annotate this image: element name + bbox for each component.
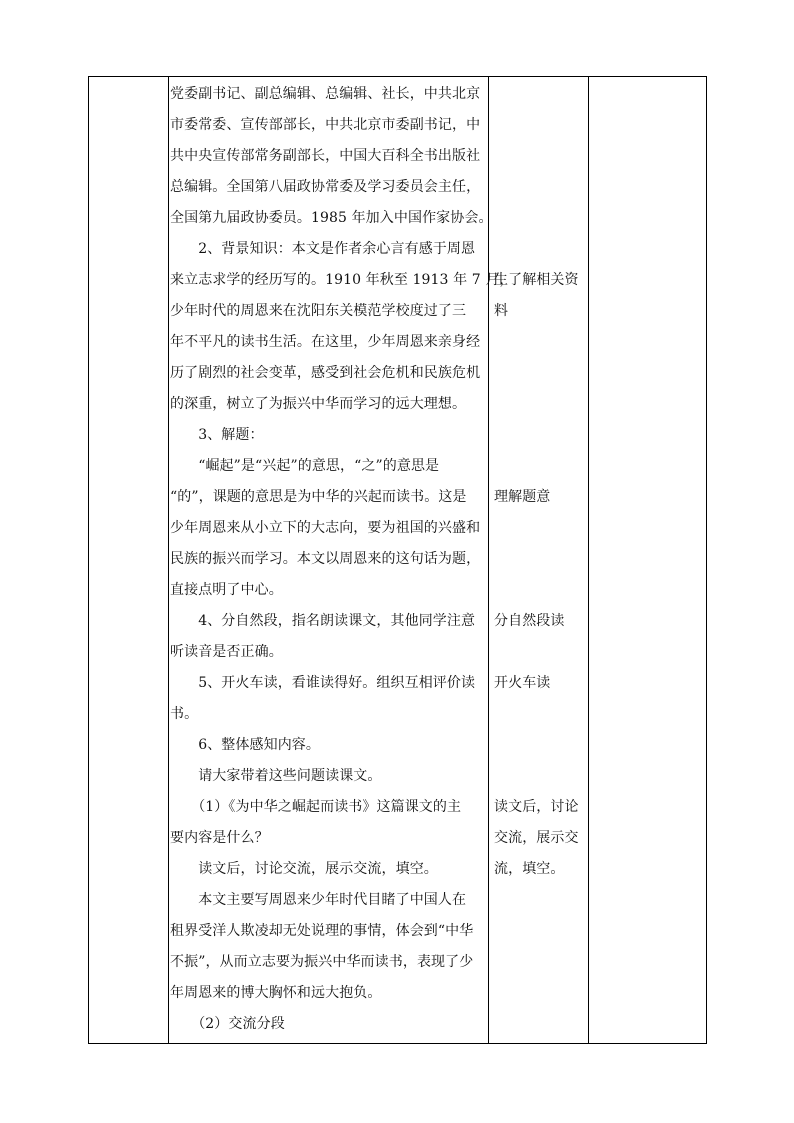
- column-divider-1: [168, 77, 169, 1043]
- content-line: 要内容是什么？: [170, 830, 269, 846]
- content-line: 读文后，讨论交流，展示交流，填空。: [170, 861, 438, 877]
- content-line: 总编辑。全国第八届政协常委及学习委员会主任，: [170, 179, 481, 195]
- content-line: 全国第九届政协委员。1985 年加入中国作家协会。: [170, 210, 493, 226]
- content-line: 本文主要写周恩来少年时代目睹了中国人在: [170, 892, 467, 908]
- student-activity-line: 料: [494, 303, 509, 319]
- content-line: 年不平凡的读书生活。在这里，少年周恩来亲身经: [170, 334, 481, 350]
- content-line: 不振”，从而立志要为振兴中华而读书，表现了少: [170, 954, 474, 970]
- content-line: 少年周恩来从小立下的大志向，要为祖国的兴盛和: [170, 520, 481, 536]
- content-line: 少年时代的周恩来在沈阳东关模范学校度过了三: [170, 303, 467, 319]
- content-line: 租界受洋人欺凌却无处说理的事情，体会到“中华: [170, 923, 474, 939]
- content-line: 历了剧烈的社会变革，感受到社会危机和民族危机: [170, 365, 481, 381]
- column-divider-3: [588, 77, 589, 1043]
- content-line: 共中央宣传部常务副部长，中国大百科全书出版社: [170, 148, 481, 164]
- content-line: “崛起”是“兴起”的意思，“之”的意思是: [170, 458, 440, 474]
- content-line: 党委副书记、副总编辑、总编辑、社长，中共北京: [170, 86, 481, 102]
- student-activity-line: 开火车读: [494, 675, 551, 691]
- content-line: （1）《为中华之崛起而读书》这篇课文的主: [170, 799, 462, 815]
- content-line: 5、开火车读，看谁读得好。组织互相评价读: [170, 675, 476, 691]
- content-line: 4、分自然段，指名朗读课文，其他同学注意: [170, 613, 476, 629]
- content-line: 直接点明了中心。: [170, 582, 283, 598]
- content-line: 年周恩来的博大胸怀和远大抱负。: [170, 985, 382, 1001]
- content-line: 6、整体感知内容。: [170, 737, 321, 753]
- content-line: 书。: [170, 706, 199, 722]
- student-activity-line: 流，填空。: [494, 861, 565, 877]
- content-line: 市委常委、宣传部部长，中共北京市委副书记，中: [170, 117, 481, 133]
- content-line: “的”，课题的意思是为中华的兴起而读书。这是: [170, 489, 467, 505]
- content-line: 的深重，树立了为振兴中华而学习的远大理想。: [170, 396, 467, 412]
- student-activity-line: 分自然段读: [494, 613, 565, 629]
- student-activity-line: 读文后，讨论: [494, 799, 579, 815]
- student-activity-line: 理解题意: [494, 489, 551, 505]
- content-line: 来立志求学的经历写的。1910 年秋至 1913 年 7 月，: [170, 272, 514, 288]
- content-line: 2、背景知识：本文是作者余心言有感于周恩: [170, 241, 476, 257]
- content-line: 民族的振兴而学习。本文以周恩来的这句话为题，: [170, 551, 481, 567]
- lesson-plan-table: [88, 76, 707, 1044]
- content-line: （2）交流分段: [170, 1016, 285, 1032]
- content-line: 听读音是否正确。: [170, 644, 283, 660]
- student-activity-line: 交流，展示交: [494, 830, 579, 846]
- student-activity-line: 生了解相关资: [494, 272, 579, 288]
- content-line: 请大家带着这些问题读课文。: [170, 768, 382, 784]
- content-line: 3、解题：: [170, 427, 264, 443]
